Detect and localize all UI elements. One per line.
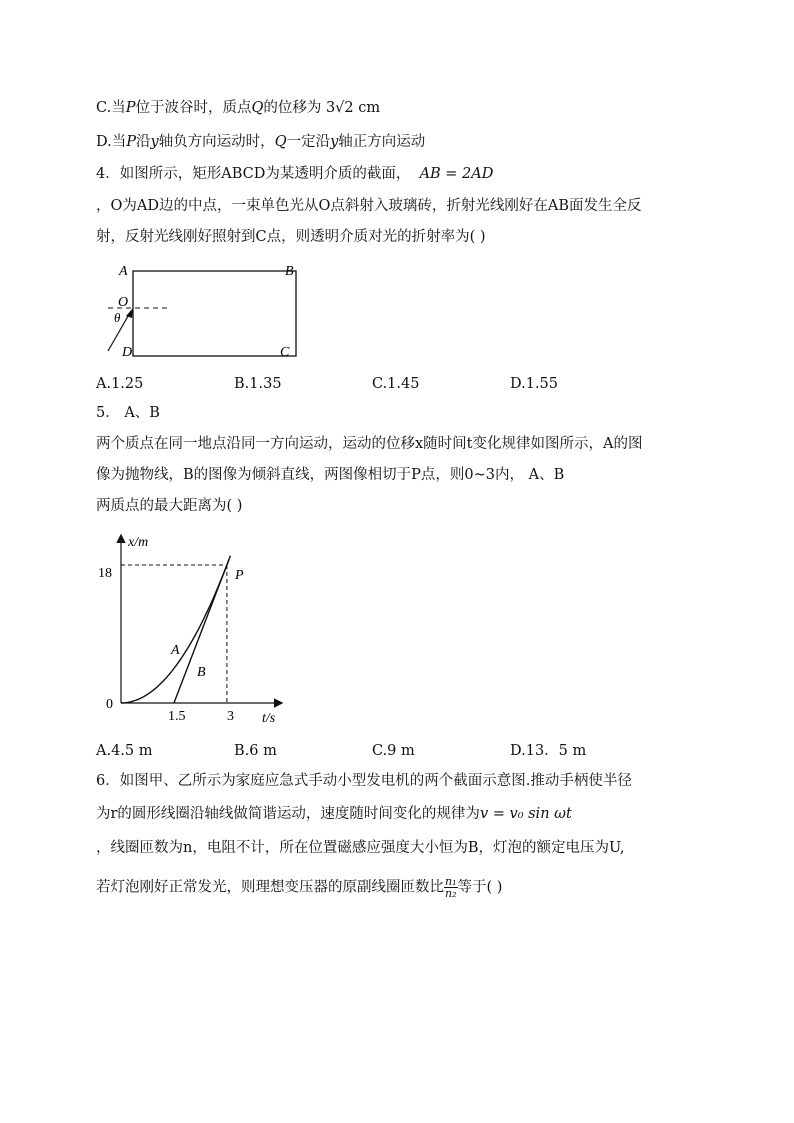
point-p-label: P — [235, 568, 244, 583]
q3-option-d: D.当P沿y轴负方向运动时，Q一定沿y轴正方向运动 — [96, 134, 426, 150]
origin-label: 0 — [106, 697, 113, 712]
q4-label-o: O — [118, 295, 129, 310]
q4-label-theta: θ — [114, 310, 121, 325]
q4-label-c: C — [280, 345, 290, 360]
q5-option-d: D.13．5 m — [510, 743, 587, 759]
q4-option-d: D.1.55 — [510, 376, 559, 392]
q4-label-b: B — [285, 264, 294, 279]
x-tick-1-5: 1.5 — [168, 709, 186, 724]
q4-stem-line3: 射，反射光线刚好照射到C点，则透明介质对光的折射率为( ) — [96, 229, 486, 245]
q4-label-a: A — [119, 264, 128, 279]
y-tick-18: 18 — [98, 566, 112, 581]
series-a-label: A — [171, 643, 180, 658]
x-axis-label: t/s — [262, 711, 276, 726]
series-b-label: B — [197, 665, 206, 680]
q4-stem-line2: ，O为AD边的中点，一束单色光从O点斜射入玻璃砖，折射光线刚好在AB面发生全反 — [96, 198, 642, 214]
q5-stem-line2: 两个质点在同一地点沿同一方向运动，运动的位移x随时间t变化规律如图所示，A的图 — [96, 436, 643, 452]
q4-rectangle-figure — [100, 258, 310, 366]
q5-option-c: C.9 m — [372, 743, 415, 759]
q5-option-a: A.4.5 m — [96, 743, 153, 759]
q4-option-c: C.1.45 — [372, 376, 420, 392]
q5-stem-line4: 两质点的最大距离为( ) — [96, 498, 243, 514]
q5-option-b: B.6 m — [234, 743, 277, 759]
series-a-parabola — [121, 556, 230, 703]
q6-stem-line2: 为r的圆形线圈沿轴线做简谐运动，速度随时间变化的规律为v = v₀ sin ωt — [96, 806, 572, 822]
q5-xt-chart — [96, 528, 296, 728]
q4-label-d: D — [122, 345, 133, 360]
q3-option-c: C.当P位于波谷时，质点Q的位移为 3√2 cm — [96, 100, 381, 116]
q4-option-a: A.1.25 — [96, 376, 144, 392]
x-tick-3: 3 — [227, 709, 234, 724]
q6-stem-line1: 6．如图甲、乙所示为家庭应急式手动小型发电机的两个截面示意图.推动手柄使半径 — [96, 773, 632, 789]
q5-stem-line1: 5． A、B — [96, 405, 160, 421]
q6-stem-line3: ，线圈匝数为n，电阻不计，所在位置磁感应强度大小恒为B，灯泡的额定电压为U, — [96, 840, 625, 856]
q4-stem-line1: 4．如图所示，矩形ABCD为某透明介质的截面， AB = 2AD — [96, 166, 494, 182]
q6-stem-line4: 若灯泡刚好正常发光，则理想变压器的原副线圈匝数比 $\frac{\text{n₁}}{\text{n₂}}$ 等于( ) — [96, 875, 503, 900]
q4-option-b: B.1.35 — [234, 376, 282, 392]
turns-ratio-fraction: $\frac{\text{n₁}}{\text{n₂}}$ — [445, 875, 457, 900]
series-b-line — [174, 560, 229, 703]
q5-stem-line3: 像为抛物线，B的图像为倾斜直线，两图像相切于P点，则0~3内， A、B — [96, 467, 565, 483]
y-axis-label: x/m — [128, 535, 149, 550]
